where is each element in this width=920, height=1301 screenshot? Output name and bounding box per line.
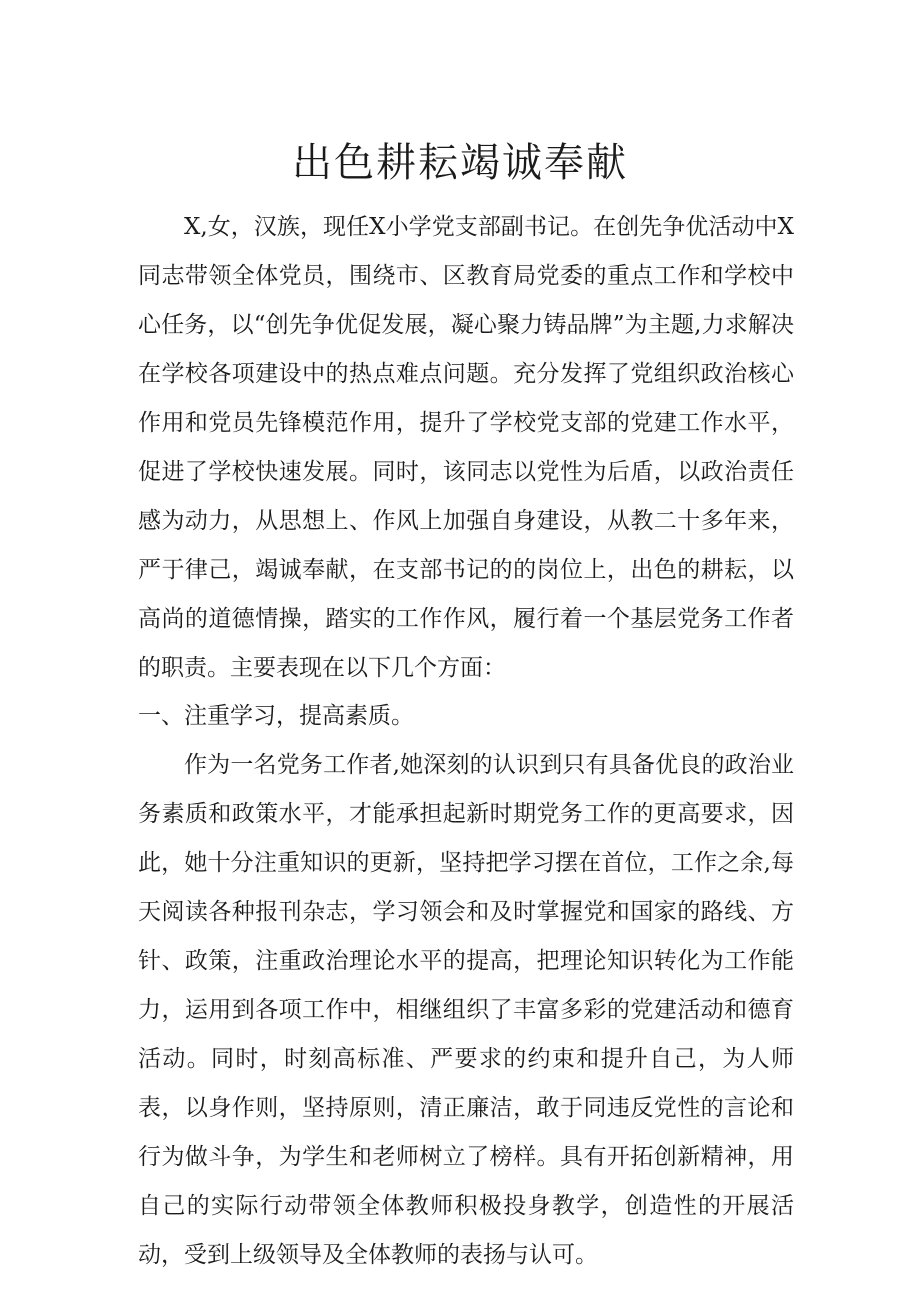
document-title: 出色耕耘竭诚奉献: [292, 140, 628, 186]
section-paragraph: 作为一名党务工作者,她深刻的认识到只有具备优良的政治业务素质和政策水平，才能承担起新时期党务工作的更高要求，因此，她十分注重知识的更新，坚持把学习摆在首位，工作之余,每天阅读各种报刊杂志，学习领会和及时掌握党和国家的路线、方针、政策，注重政治理论水平的提高，把理论知识转化为工作能力，运用到各项工作中，相继组织了丰富多彩的党建活动和德育活动。同时，时刻高标准、严要求的约束和提升自己，为人师表，以身作则，坚持原则，清正廉洁，敢于同违反党性的言论和行为做斗争，为学生和老师树立了榜样。具有开拓创新精神，用自己的实际行动带领全体教师积极投身教学，创造性的开展活动，受到上级领导及全体教师的表扬与认可。: [138, 752, 794, 1268]
intro-paragraph: X,女，汉族，现任X小学党支部副书记。在创先争优活动中X同志带领全体党员，围绕市、区教育局党委的重点工作和学校中心任务，以“创先争优促发展，凝心聚力铸品牌”为主题,力求解决在学校各项建设中的热点难点问题。充分发挥了党组织政治核心作用和党员先锋模范作用，提升了学校党支部的党建工作水平，促进了学校快速发展。同时，该同志以党性为后盾，以政治责任感为动力，从思想上、作风上加强自身建设，从教二十多年来，严于律己，竭诚奉献，在支部书记的的岗位上，出色的耕耘，以高尚的道德情操，踏实的工作作风，履行着一个基层党务工作者的职责。主要表现在以下几个方面：: [138, 214, 794, 681]
section-heading: 一、注重学习，提高素质。: [138, 703, 414, 729]
